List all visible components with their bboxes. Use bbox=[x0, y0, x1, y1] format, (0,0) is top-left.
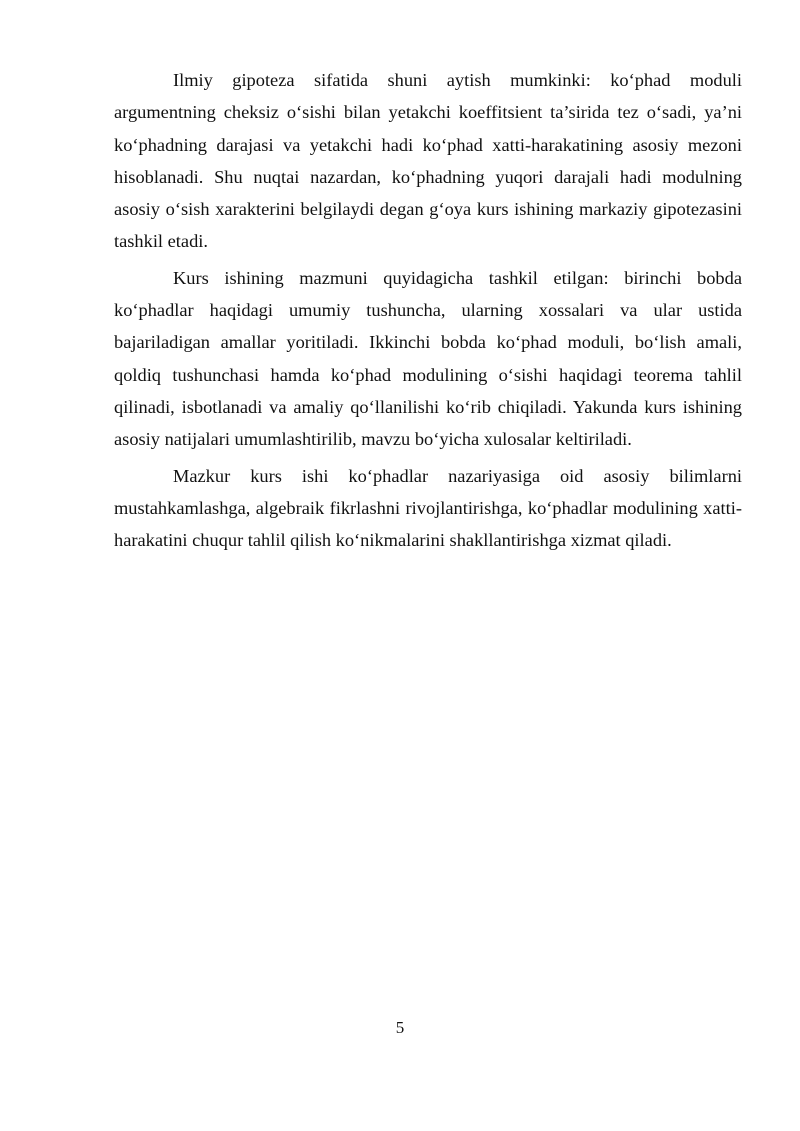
document-body bbox=[114, 64, 742, 560]
paragraph-hypothesis: Ilmiy gipoteza sifatida shuni aytish mumkinki: ko‘phad moduli argumentning cheksiz o‘sishi bilan yetakchi koeffitsient ta’sirida tez o‘sadi, ya’ni ko‘phadning darajasi va yetakchi hadi ko‘phad xatti-harakatining asosiy mezoni hisoblanadi. Shu nuqtai nazardan, ko‘phadning yuqori darajali hadi modulning asosiy o‘sish xarakterini belgilaydi degan g‘oya kurs ishining markaziy gipotezasini tashkil etadi. bbox=[114, 70, 742, 252]
paragraph-purpose: Mazkur kurs ishi ko‘phadlar nazariyasiga oid asosiy bilimlarni mustahkamlashga, algebraik fikrlashni rivojlantirishga, ko‘phadlar modulining xatti-harakatini chuqur tahlil qilish ko‘nikmalarini shakllantirishga xizmat qiladi. bbox=[114, 465, 742, 551]
paragraph-structure: Kurs ishining mazmuni quyidagicha tashkil etilgan: birinchi bobda ko‘phadlar haqidagi umumiy tushuncha, ularning xossalari va ular ustida bajariladigan amallar yoritiladi. Ikkinchi bobda ko‘phad moduli, bo‘lish amali, qoldiq tushunchasi hamda ko‘phad modulining o‘sishi haqidagi teorema tahlil qilinadi, isbotlanadi va amaliy qo‘llanilishi ko‘rib chiqiladi. Yakunda kurs ishining asosiy natijalari umumlashtirilib, mavzu bo‘yicha xulosalar keltiriladi. bbox=[114, 267, 742, 450]
page-number: 5 bbox=[395, 1018, 405, 1037]
